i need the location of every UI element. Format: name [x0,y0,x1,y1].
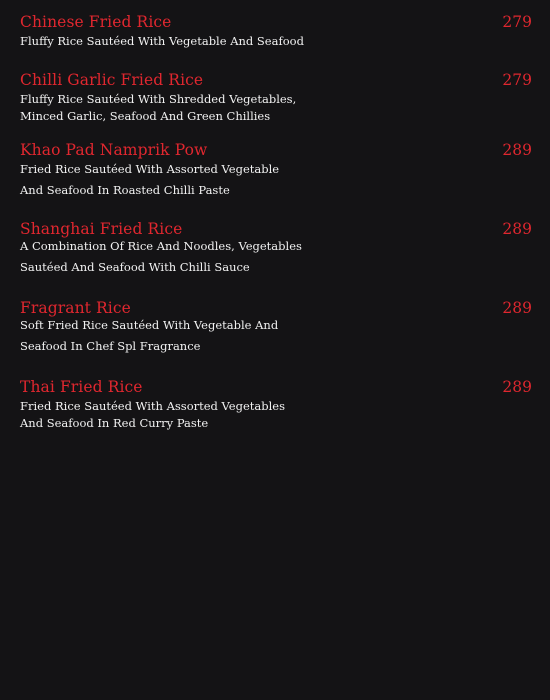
item-name: Fragrant Rice [20,299,131,317]
item-price: 289 [502,141,532,159]
description-line: Seafood In Chef Spl Fragrance [20,339,201,353]
item-name: Chinese Fried Rice [20,13,172,31]
item-description [20,398,380,432]
item-description [20,91,380,125]
item-description [20,236,380,278]
item-description [20,159,380,201]
description-line: Sautéed And Seafood With Chilli Sauce [20,260,250,274]
item-name: Thai Fried Rice [20,378,143,396]
item-price: 289 [502,378,532,396]
item-price: 289 [502,299,532,317]
item-price: 289 [502,220,532,238]
description-line: Fluffy Rice Sautéed With Vegetable And Seafood [20,34,304,48]
description-line: Fried Rice Sautéed With Assorted Vegetables [20,399,286,413]
description-line: And Seafood In Roasted Chilli Paste [20,183,230,197]
item-price: 279 [502,71,532,89]
item-name: Khao Pad Namprik Pow [20,141,208,159]
description-line: And Seafood In Red Curry Paste [20,416,209,430]
item-name: Shanghai Fried Rice [20,220,183,238]
description-line: Minced Garlic, Seafood And Green Chillies [20,109,271,123]
description-line: A Combination Of Rice And Noodles, Vegetables [20,239,302,253]
item-name: Chilli Garlic Fried Rice [20,71,204,89]
description-line: Soft Fried Rice Sautéed With Vegetable And [20,318,279,332]
item-price: 279 [502,13,532,31]
item-description [20,33,380,50]
description-line: Fluffy Rice Sautéed With Shredded Vegetables, [20,92,297,106]
description-line: Fried Rice Sautéed With Assorted Vegetable [20,162,280,176]
item-description [20,315,380,357]
